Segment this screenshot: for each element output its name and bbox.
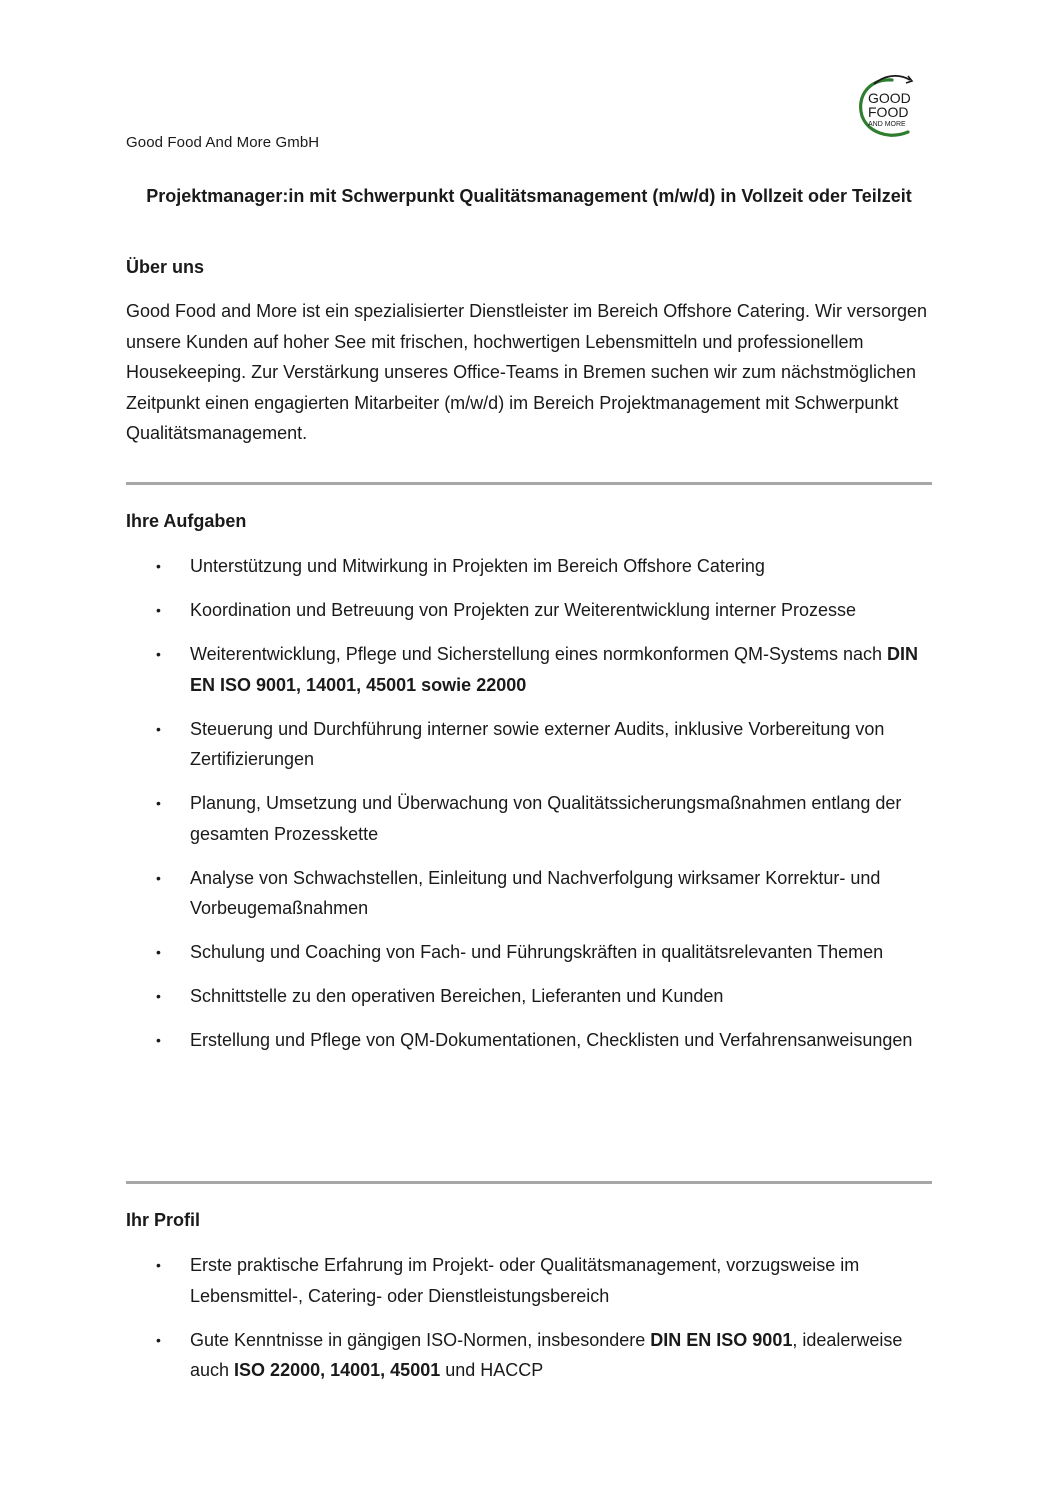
profile-heading: Ihr Profil [126, 1210, 201, 1230]
bullet-icon: • [156, 1257, 161, 1273]
bullet-icon: • [156, 795, 161, 811]
logo-text-good: GOOD [868, 90, 911, 106]
bullet-icon: • [156, 558, 161, 574]
list-item-text: und HACCP [440, 1360, 544, 1380]
bullet-icon: • [156, 944, 161, 960]
list-item-text: Steuerung und Durchführung interner sowie externer Audits, inklusive Vorbereitung von Zertifizierungen [190, 718, 885, 769]
profile-list [126, 1250, 932, 1399]
list-item-text: Erstellung und Pflege von QM-Dokumentationen, Checklisten und Verfahrensanweisungen [190, 1030, 913, 1050]
list-item-text: Gute Kenntnisse in gängigen ISO-Normen, insbesondere [190, 1329, 651, 1350]
about-heading: Über uns [126, 257, 205, 277]
section-divider [126, 1181, 932, 1184]
logo-graphic [852, 70, 932, 140]
list-item-text: , idealerweise auch [190, 1329, 903, 1380]
list-item-text: Weiterentwicklung, Pflege und Sicherstellung eines normkonformen QM-Systems nach [190, 644, 887, 664]
job-title: Projektmanager:in mit Schwerpunkt Qualitätsmanagement (m/w/d) in Vollzeit oder Teilzeit [146, 186, 912, 206]
company-name: Good Food And More GmbH [126, 134, 320, 151]
list-item [126, 788, 932, 849]
list-item [126, 595, 932, 626]
bullet-icon: • [156, 869, 161, 886]
tasks-list [126, 551, 932, 1069]
list-item-text: Planung, Umsetzung und Überwachung von Qualitätssicherungsmaßnahmen entlang der gesamten Prozesskette [190, 793, 902, 844]
company-logo [852, 70, 932, 140]
list-item-text: Unterstützung und Mitwirkung in Projekten im Bereich Offshore Catering [190, 556, 765, 576]
list-item [126, 1025, 932, 1056]
list-item-bold: DIN EN ISO 9001 [650, 1329, 793, 1350]
bullet-icon: • [156, 720, 161, 737]
bullet-icon: • [156, 602, 161, 618]
list-item-bold: DIN EN ISO 9001, 14001, 45001 sowie 22000 [190, 644, 918, 695]
list-item [126, 1250, 932, 1311]
tasks-heading: Ihre Aufgaben [126, 511, 247, 531]
list-item-text: Koordination und Betreuung von Projekten zur Weiterentwicklung interner Prozesse [190, 600, 857, 620]
section-divider [126, 482, 932, 485]
list-item-text: Analyse von Schwachstellen, Einleitung und Nachverfolgung wirksamer Korrektur- und Vorbeugemaßnahmen [190, 867, 881, 918]
bullet-icon: • [156, 646, 161, 662]
bullet-icon: • [156, 1032, 161, 1048]
list-item [126, 639, 932, 700]
list-item-text: Schulung und Coaching von Fach- und Führungskräften in qualitätsrelevanten Themen [190, 942, 884, 962]
list-item [126, 937, 932, 968]
bullet-icon: • [156, 1331, 161, 1348]
list-item-text: Erste praktische Erfahrung im Projekt- oder Qualitätsmanagement, vorzugsweise im Lebensmittel-, Catering- oder Dienstleistungsbereich [190, 1255, 860, 1306]
logo-text-food: FOOD [868, 104, 909, 120]
list-item [126, 863, 932, 924]
about-text: Good Food and More ist ein spezialisierter Dienstleister im Bereich Offshore Catering. Wir versorgen unsere Kunden auf hoher See mit frischen, hochwertigen Lebensmitteln und professionellem Housekeeping. Zur Verstärkung unseres Office-Teams in Bremen suchen wir zum nächstmöglichen Zeitpunkt einen engagierten Mitarbeiter (m/w/d) im Bereich Projektmanagement mit Schwerpunkt Qualitätsmanagement. [126, 301, 927, 443]
list-item [126, 714, 932, 775]
list-item-bold: ISO 22000, 14001, 45001 [234, 1360, 441, 1380]
list-item [126, 551, 932, 582]
list-item [126, 1325, 932, 1386]
logo-text-and-more: AND MORE [868, 121, 906, 128]
bullet-icon: • [156, 988, 161, 1004]
list-item [126, 981, 932, 1012]
list-item-text: Schnittstelle zu den operativen Bereichen, Lieferanten und Kunden [190, 986, 724, 1006]
